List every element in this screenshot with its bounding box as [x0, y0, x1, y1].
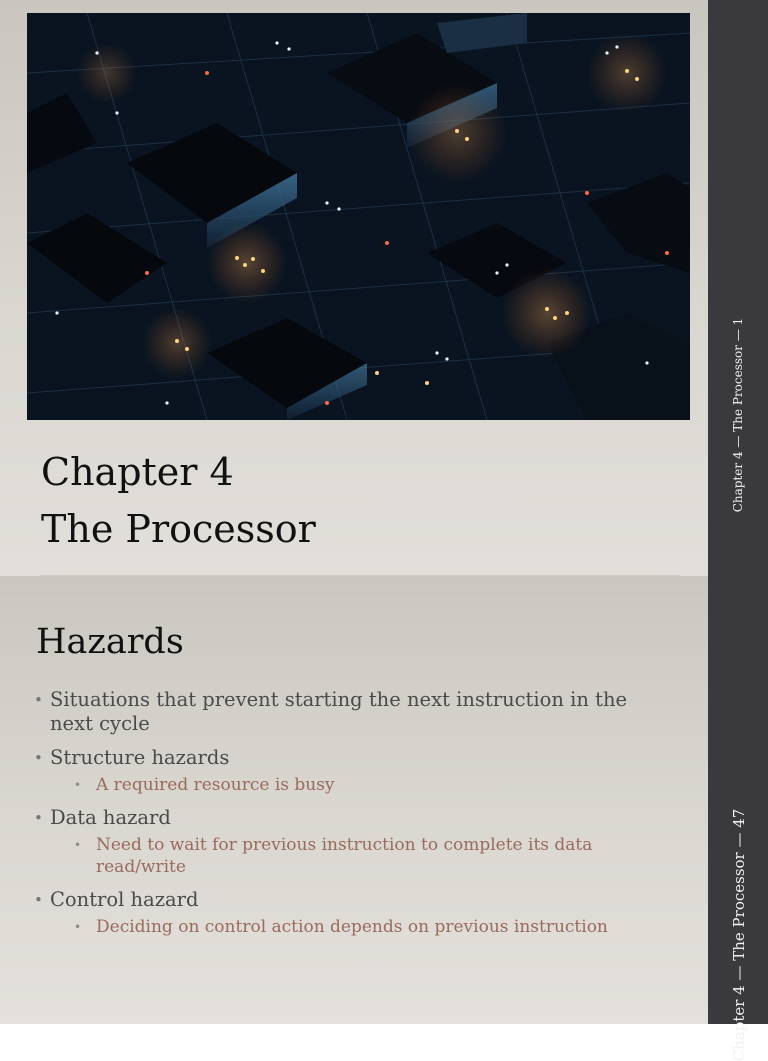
sub-bullet-list [50, 834, 674, 878]
slide-footer-1: Chapter 4 — The Processor — 1 [731, 317, 745, 513]
slide-heading: Hazards [36, 622, 184, 662]
sub-bullet-item: • A required resource is busy [50, 774, 674, 796]
bullet-text: Control hazard [50, 888, 199, 911]
bullet-text: Situations that prevent starting the next instruction in the next cycle [50, 688, 628, 735]
bullet-item [34, 888, 674, 938]
circuit-board-image [27, 13, 690, 420]
bullet-text: Structure hazards [50, 746, 230, 769]
chapter-title-line2: The Processor [41, 507, 316, 551]
slide-footer-47: Chapter 4 — The Processor — 47 [730, 808, 748, 1061]
sub-bullet-item: • Deciding on control action depends on previous instruction [50, 916, 674, 938]
chapter-title-line1: Chapter 4 [41, 450, 234, 494]
sub-bullet-item: • Need to wait for previous instruction to complete its data read/write [50, 834, 674, 878]
bullet-item [34, 746, 674, 796]
bullet-item [34, 688, 674, 736]
bullet-text: Data hazard [50, 806, 171, 829]
sub-bullet-list [50, 916, 674, 938]
slide-hazards [0, 576, 708, 1024]
chapter-title [41, 444, 316, 558]
sub-bullet-list [50, 774, 674, 796]
bullet-list [34, 688, 674, 948]
circuit-board-illustration [27, 13, 690, 420]
bullet-item [34, 806, 674, 878]
